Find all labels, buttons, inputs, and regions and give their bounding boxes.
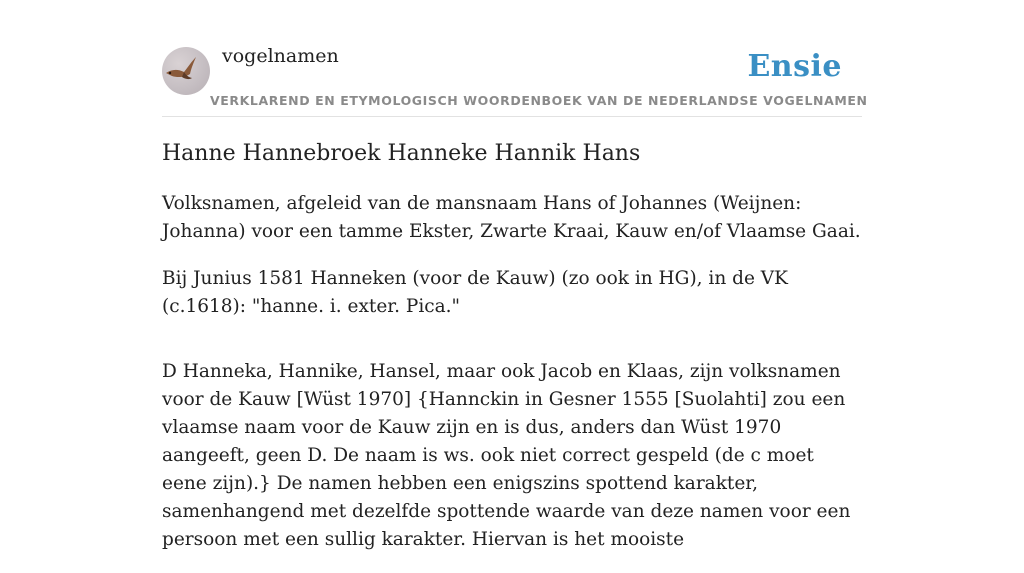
site-tagline: VERKLAREND EN ETYMOLOGISCH WOORDENBOEK VAN DE NEDERLANDSE VOGELNAMEN (210, 93, 868, 108)
site-header (162, 0, 868, 117)
article-title: Hanne Hannebroek Hanneke Hannik Hans (162, 141, 641, 166)
article-paragraph-1: Volksnamen, afgeleid van de mansnaam Hans of Johannes (Weijnen: Johanna) voor een tamme Ekster, Zwarte Kraai, Kauw en/of Vlaamse Gaai. (162, 193, 861, 242)
article-paragraph-2: Bij Junius 1581 Hanneken (voor de Kauw) (zo ook in HG), in de VK (c.1618): "hanne. i. exter. Pica." (162, 268, 788, 317)
bird-in-flight-icon (162, 47, 210, 95)
brand-logo[interactable]: Ensie (747, 49, 842, 84)
article (162, 138, 862, 573)
article-paragraph-3: D Hanneka, Hannike, Hansel, maar ook Jacob en Klaas, zijn volksnamen voor de Kauw [Wüst 1970] {Hannckin in Gesner 1555 [Suolahti] zou een vlaamse naam voor de Kauw zijn en is dus, anders dan Wüst 1970 aangeeft, geen D. De naam is ws. ook niet correct gespeld (de c moet eene zijn).} De namen hebben een enigszins spottend karakter, samenhangend met dezelfde spottende waarde van deze namen voor een persoon met een sullig karakter. Hiervan is het mooiste (162, 361, 851, 550)
site-name-link[interactable]: vogelnamen (222, 45, 339, 67)
avatar[interactable] (162, 47, 210, 95)
